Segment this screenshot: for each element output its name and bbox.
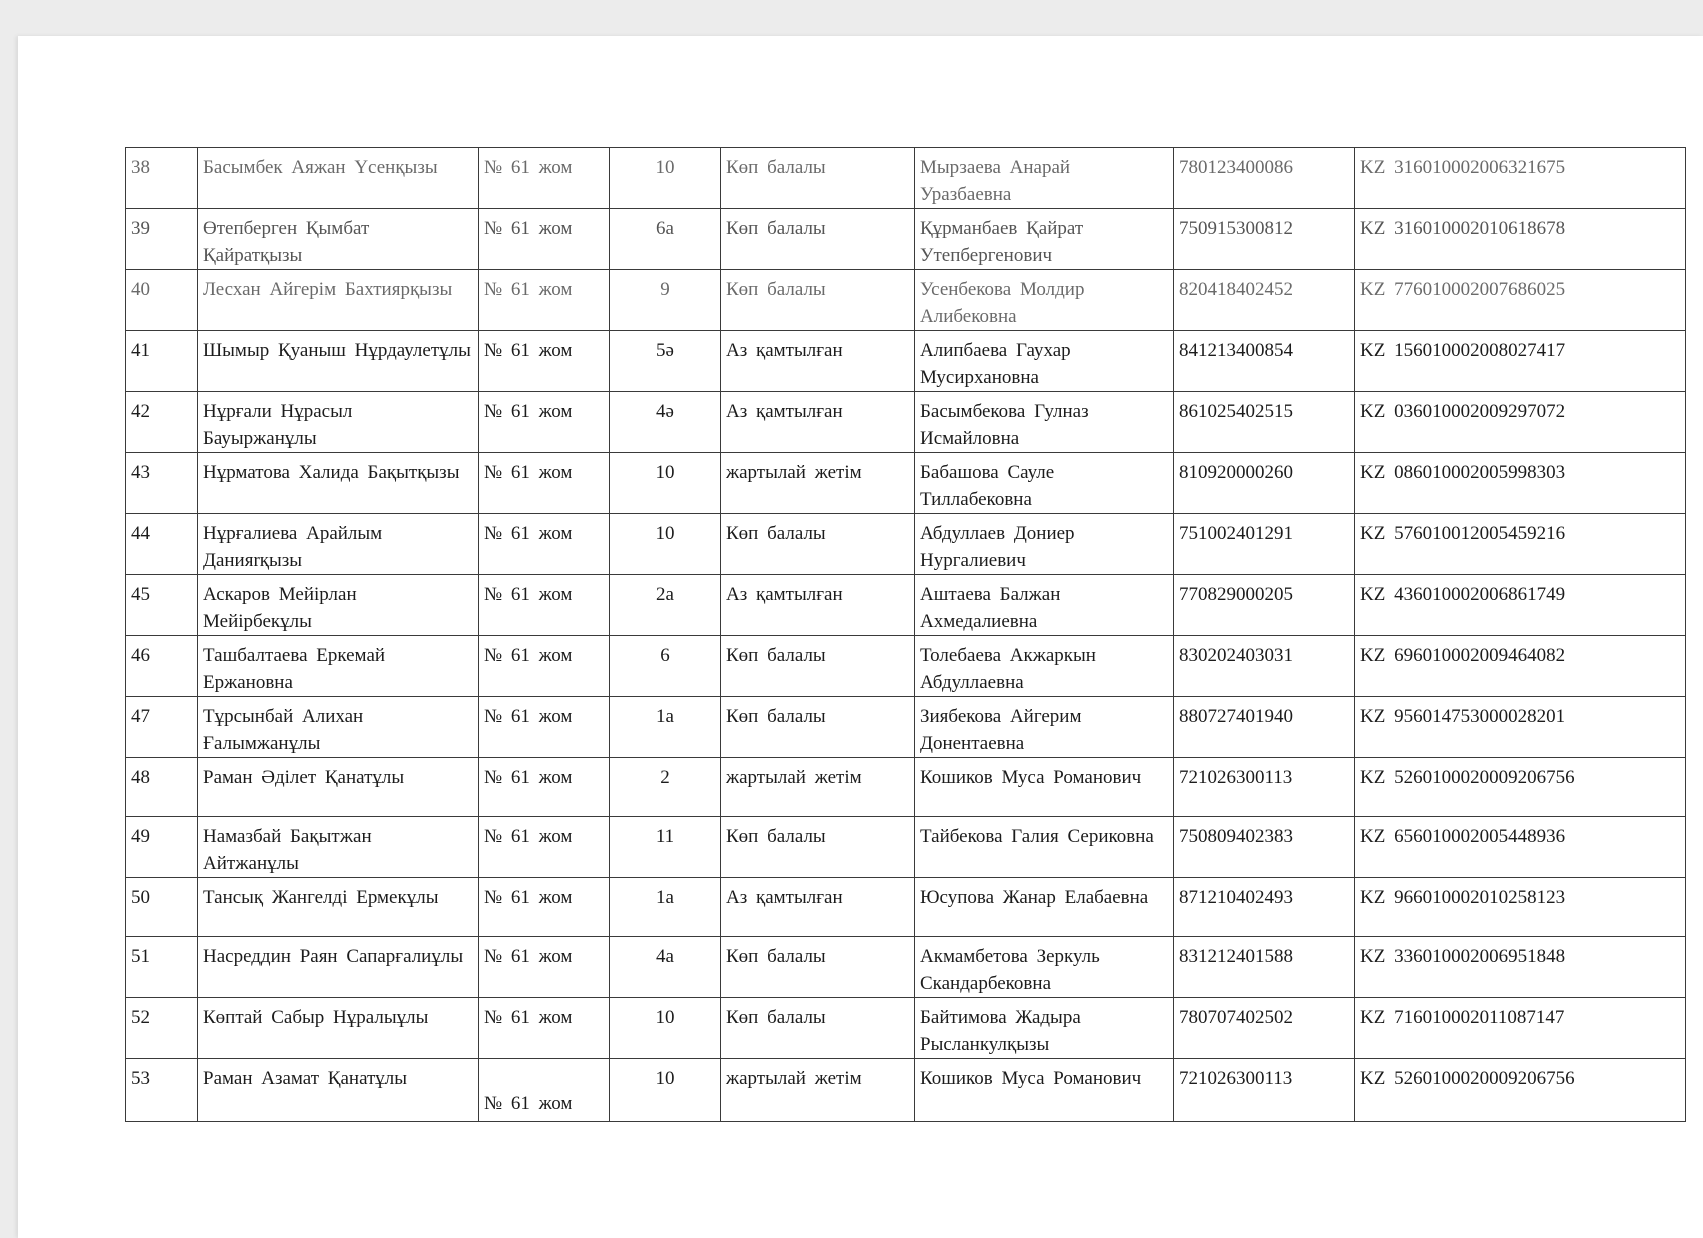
- row-number-cell: 39: [126, 209, 198, 270]
- grade-class-cell: 5ә: [610, 331, 721, 392]
- student-name-cell: Нұрғали Нұрасыл Бауыржанұлы: [198, 392, 479, 453]
- school-name-cell: № 61 жом: [479, 392, 610, 453]
- bank-account-cell: KZ 656010002005448936: [1355, 817, 1686, 878]
- school-name-cell: № 61 жом: [479, 209, 610, 270]
- parent-iin-cell: 721026300113: [1174, 758, 1355, 817]
- parent-name-cell: Алипбаева Гаухар Мусирхановна: [915, 331, 1174, 392]
- parent-iin-cell: 861025402515: [1174, 392, 1355, 453]
- school-name-cell: № 61 жом: [479, 1059, 610, 1122]
- scanned-page: [18, 36, 1703, 1238]
- student-name-cell: Аскаров Мейірлан Мейірбекұлы: [198, 575, 479, 636]
- parent-iin-cell: 721026300113: [1174, 1059, 1355, 1122]
- table-row: [126, 817, 1686, 878]
- parent-name-cell: Мырзаева Анарай Уразбаевна: [915, 148, 1174, 209]
- social-category-cell: Аз қамтылған: [721, 878, 915, 937]
- parent-iin-cell: 880727401940: [1174, 697, 1355, 758]
- parent-iin-cell: 831212401588: [1174, 937, 1355, 998]
- table-row: [126, 1059, 1686, 1122]
- row-number-cell: 47: [126, 697, 198, 758]
- parent-iin-cell: 770829000205: [1174, 575, 1355, 636]
- parent-name-cell: Абдуллаев Дониер Нургалиевич: [915, 514, 1174, 575]
- bank-account-cell: KZ 086010002005998303: [1355, 453, 1686, 514]
- social-category-cell: Көп балалы: [721, 209, 915, 270]
- table-row: [126, 453, 1686, 514]
- table-row: [126, 209, 1686, 270]
- school-name-cell: № 61 жом: [479, 514, 610, 575]
- student-name-cell: Тансық Жангелді Ермекұлы: [198, 878, 479, 937]
- parent-iin-cell: 810920000260: [1174, 453, 1355, 514]
- social-category-cell: Көп балалы: [721, 937, 915, 998]
- school-name-cell: № 61 жом: [479, 148, 610, 209]
- parent-iin-cell: 871210402493: [1174, 878, 1355, 937]
- school-name-cell: № 61 жом: [479, 331, 610, 392]
- school-name-cell: № 61 жом: [479, 636, 610, 697]
- parent-iin-cell: 750915300812: [1174, 209, 1355, 270]
- social-category-cell: Көп балалы: [721, 817, 915, 878]
- table-row: [126, 878, 1686, 937]
- bank-account-cell: KZ 5260100020009206756: [1355, 758, 1686, 817]
- bank-account-cell: KZ 156010002008027417: [1355, 331, 1686, 392]
- row-number-cell: 44: [126, 514, 198, 575]
- social-category-cell: Аз қамтылған: [721, 575, 915, 636]
- table-row: [126, 270, 1686, 331]
- social-category-cell: Көп балалы: [721, 148, 915, 209]
- social-category-cell: Көп балалы: [721, 636, 915, 697]
- row-number-cell: 48: [126, 758, 198, 817]
- social-category-cell: жартылай жетім: [721, 758, 915, 817]
- grade-class-cell: 10: [610, 453, 721, 514]
- student-name-cell: Басымбек Аяжан Үсенқызы: [198, 148, 479, 209]
- parent-iin-cell: 830202403031: [1174, 636, 1355, 697]
- row-number-cell: 45: [126, 575, 198, 636]
- table-row: [126, 514, 1686, 575]
- parent-name-cell: Байтимова Жадыра Рысланкулқызы: [915, 998, 1174, 1059]
- table-row: [126, 998, 1686, 1059]
- row-number-cell: 50: [126, 878, 198, 937]
- table-row: [126, 758, 1686, 817]
- bank-account-cell: KZ 316010002006321675: [1355, 148, 1686, 209]
- row-number-cell: 53: [126, 1059, 198, 1122]
- student-name-cell: Ташбалтаева Еркемай Ержановна: [198, 636, 479, 697]
- table-row: [126, 937, 1686, 998]
- student-name-cell: Шымыр Қуаныш Нұрдаулетұлы: [198, 331, 479, 392]
- parent-name-cell: Кошиков Муса Романович: [915, 758, 1174, 817]
- parent-iin-cell: 751002401291: [1174, 514, 1355, 575]
- row-number-cell: 38: [126, 148, 198, 209]
- parent-iin-cell: 820418402452: [1174, 270, 1355, 331]
- parent-name-cell: Кошиков Муса Романович: [915, 1059, 1174, 1122]
- grade-class-cell: 10: [610, 998, 721, 1059]
- student-name-cell: Нұрғалиева Арайлым Данияrқызы: [198, 514, 479, 575]
- parent-iin-cell: 750809402383: [1174, 817, 1355, 878]
- school-name-cell: № 61 жом: [479, 998, 610, 1059]
- row-number-cell: 40: [126, 270, 198, 331]
- table-row: [126, 636, 1686, 697]
- school-name-cell: № 61 жом: [479, 453, 610, 514]
- row-number-cell: 42: [126, 392, 198, 453]
- social-category-cell: Аз қамтылған: [721, 331, 915, 392]
- social-category-cell: Аз қамтылған: [721, 392, 915, 453]
- parent-name-cell: Акмамбетова Зеркуль Скандарбековна: [915, 937, 1174, 998]
- parent-name-cell: Бабашова Сауле Тиллабековна: [915, 453, 1174, 514]
- school-name-cell: № 61 жом: [479, 575, 610, 636]
- parent-name-cell: Басымбекова Гулназ Исмайловна: [915, 392, 1174, 453]
- bank-account-cell: KZ 696010002009464082: [1355, 636, 1686, 697]
- student-name-cell: Раман Азамат Қанатұлы: [198, 1059, 479, 1122]
- table-row: [126, 331, 1686, 392]
- parent-name-cell: Толебаева Акжаркын Абдуллаевна: [915, 636, 1174, 697]
- parent-iin-cell: 780707402502: [1174, 998, 1355, 1059]
- bank-account-cell: KZ 436010002006861749: [1355, 575, 1686, 636]
- school-name-cell: № 61 жом: [479, 937, 610, 998]
- row-number-cell: 46: [126, 636, 198, 697]
- school-name-cell: № 61 жом: [479, 697, 610, 758]
- table-row: [126, 697, 1686, 758]
- grade-class-cell: 2а: [610, 575, 721, 636]
- social-category-cell: жартылай жетім: [721, 453, 915, 514]
- student-name-cell: Өтепберген Қымбат Қайратқызы: [198, 209, 479, 270]
- grade-class-cell: 1а: [610, 878, 721, 937]
- social-category-cell: Көп балалы: [721, 697, 915, 758]
- grade-class-cell: 10: [610, 514, 721, 575]
- grade-class-cell: 1а: [610, 697, 721, 758]
- student-name-cell: Көптай Сабыр Нұралыұлы: [198, 998, 479, 1059]
- student-name-cell: Намазбай Бақытжан Айтжанұлы: [198, 817, 479, 878]
- bank-account-cell: KZ 576010012005459216: [1355, 514, 1686, 575]
- row-number-cell: 41: [126, 331, 198, 392]
- bank-account-cell: KZ 716010002011087147: [1355, 998, 1686, 1059]
- bank-account-cell: KZ 776010002007686025: [1355, 270, 1686, 331]
- social-category-cell: Көп балалы: [721, 270, 915, 331]
- student-name-cell: Тұрсынбай Алихан Ғалымжанұлы: [198, 697, 479, 758]
- student-name-cell: Лесхан Айгерім Бахтиярқызы: [198, 270, 479, 331]
- parent-name-cell: Зиябекова Айгерим Донентаевна: [915, 697, 1174, 758]
- school-name-cell: № 61 жом: [479, 878, 610, 937]
- school-name-cell: № 61 жом: [479, 758, 610, 817]
- parent-name-cell: Усенбекова Молдир Алибековна: [915, 270, 1174, 331]
- table-container: [125, 147, 1613, 1122]
- table-row: [126, 575, 1686, 636]
- bank-account-cell: KZ 336010002006951848: [1355, 937, 1686, 998]
- social-category-cell: Көп балалы: [721, 514, 915, 575]
- bank-account-cell: KZ 316010002010618678: [1355, 209, 1686, 270]
- social-category-cell: Көп балалы: [721, 998, 915, 1059]
- grade-class-cell: 10: [610, 1059, 721, 1122]
- grade-class-cell: 11: [610, 817, 721, 878]
- school-name-cell: № 61 жом: [479, 270, 610, 331]
- student-roster-table: [125, 147, 1686, 1122]
- student-name-cell: Раман Әділет Қанатұлы: [198, 758, 479, 817]
- grade-class-cell: 4ә: [610, 392, 721, 453]
- bank-account-cell: KZ 036010002009297072: [1355, 392, 1686, 453]
- row-number-cell: 51: [126, 937, 198, 998]
- grade-class-cell: 10: [610, 148, 721, 209]
- table-row: [126, 148, 1686, 209]
- row-number-cell: 49: [126, 817, 198, 878]
- row-number-cell: 43: [126, 453, 198, 514]
- row-number-cell: 52: [126, 998, 198, 1059]
- bank-account-cell: KZ 956014753000028201: [1355, 697, 1686, 758]
- parent-name-cell: Құрманбаев Қайрат Утепбергенович: [915, 209, 1174, 270]
- parent-iin-cell: 780123400086: [1174, 148, 1355, 209]
- bank-account-cell: KZ 5260100020009206756: [1355, 1059, 1686, 1122]
- grade-class-cell: 6: [610, 636, 721, 697]
- school-name-cell: № 61 жом: [479, 817, 610, 878]
- student-name-cell: Насреддин Раян Сапарғалиұлы: [198, 937, 479, 998]
- parent-iin-cell: 841213400854: [1174, 331, 1355, 392]
- social-category-cell: жартылай жетім: [721, 1059, 915, 1122]
- grade-class-cell: 6а: [610, 209, 721, 270]
- grade-class-cell: 2: [610, 758, 721, 817]
- parent-name-cell: Аштаева Балжан Ахмедалиевна: [915, 575, 1174, 636]
- bank-account-cell: KZ 966010002010258123: [1355, 878, 1686, 937]
- parent-name-cell: Тайбекова Галия Сериковна: [915, 817, 1174, 878]
- student-name-cell: Нұрматова Халида Бақытқызы: [198, 453, 479, 514]
- parent-name-cell: Юсупова Жанар Елабаевна: [915, 878, 1174, 937]
- roster-body: [126, 148, 1686, 1122]
- table-row: [126, 392, 1686, 453]
- grade-class-cell: 9: [610, 270, 721, 331]
- grade-class-cell: 4а: [610, 937, 721, 998]
